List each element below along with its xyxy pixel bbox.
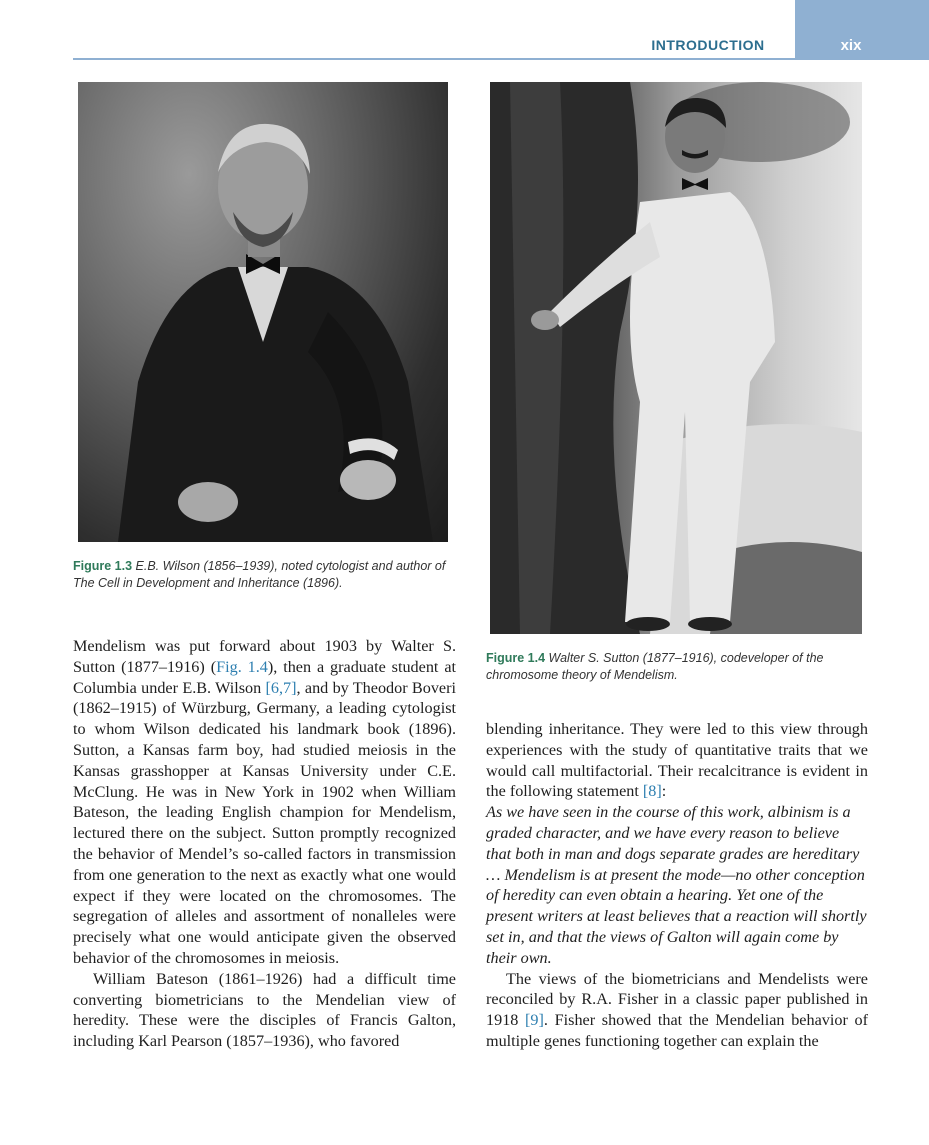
text-run: , and by Theodor Boveri (1862–1915) of Würzburg, Germany, a leading cytologist to whom Wilson dedicated his landmark book (1896). Sutton, a Kansas farm boy, had studied meiosis in the Kansas grasshopper at Kansas University under C.E. McClung. He was in New York in 1902 when William Bateson, the leading English champion for Mendelism, lectured there on the subject. Sutton promptly recognized the behavior of Mendel’s so-called factors in transmission from one generation to the next as exactly what one would expect if they were located on the chromosomes. The segregation of alleles and assortment of nonalleles were precisely what one would anticipate given the observed behavior of the chromosomes in meiosis. — [73, 678, 456, 967]
figure-1-4-photo — [490, 82, 862, 634]
left-paragraph-1 — [73, 636, 456, 969]
figure-1-4-caption — [486, 650, 872, 684]
figure-1-4-label: Figure 1.4 — [486, 651, 546, 665]
right-paragraph-1 — [486, 719, 868, 802]
text-run: The views of the biometricians and Mendelists were reconciled by R.A. Fisher in a classic paper published in 1918 — [486, 969, 868, 1030]
figure-1-4-text: Walter S. Sutton (1877–1916), codeveloper of the chromosome theory of Mendelism. — [486, 651, 824, 682]
running-header-title: INTRODUCTION — [651, 37, 765, 53]
text-run: . Fisher showed that the Mendelian behavior of multiple genes functioning together can explain the — [486, 1011, 868, 1050]
right-column — [486, 719, 868, 1052]
block-quote: As we have seen in the course of this work, albinism is a graded character, and we have every reason to believe that both in man and dogs separate grades are hereditary … Mendelism is at present the mode—no other conception of heredity can even obtain a hearing. Yet one of the present writers at least believes that a reaction will shortly set in, and that the views of Galton will again come by their own. — [486, 803, 867, 967]
header-rule — [73, 58, 929, 60]
figure-1-3-text: E.B. Wilson (1856–1939), noted cytologist and author of The Cell in Development and Inheritance (1896). — [73, 559, 446, 590]
left-paragraph-2: William Bateson (1861–1926) had a difficult time converting biometricians to the Mendelian view of heredity. These were the disciples of Francis Galton, including Karl Pearson (1857–1936), who favored — [73, 969, 456, 1051]
citation-link[interactable]: [8] — [642, 782, 662, 801]
figure-1-3-photo — [78, 82, 448, 542]
text-run: blending inheritance. They were led to this view through experiences with the study of quantitative traits that we would call multifactorial. Their recalcitrance is evident in the following statement — [486, 720, 868, 801]
citation-link[interactable]: [9] — [525, 1011, 544, 1030]
text-run: Mendelism was put forward about 1903 by Walter S. Sutton (1877–1916) ( — [73, 637, 456, 676]
page-number: xix — [840, 37, 862, 54]
citation-link[interactable]: [6,7] — [265, 678, 297, 697]
right-paragraph-2 — [486, 969, 868, 1052]
figure-1-3-label: Figure 1.3 — [73, 559, 133, 573]
text-run: ), then a graduate student at Columbia under E.B. Wilson — [73, 657, 456, 697]
figure-reference-link[interactable]: Fig. 1.4 — [216, 657, 268, 676]
figure-1-3-caption — [73, 558, 456, 592]
left-column — [73, 636, 456, 1052]
text-run: : — [661, 782, 667, 801]
